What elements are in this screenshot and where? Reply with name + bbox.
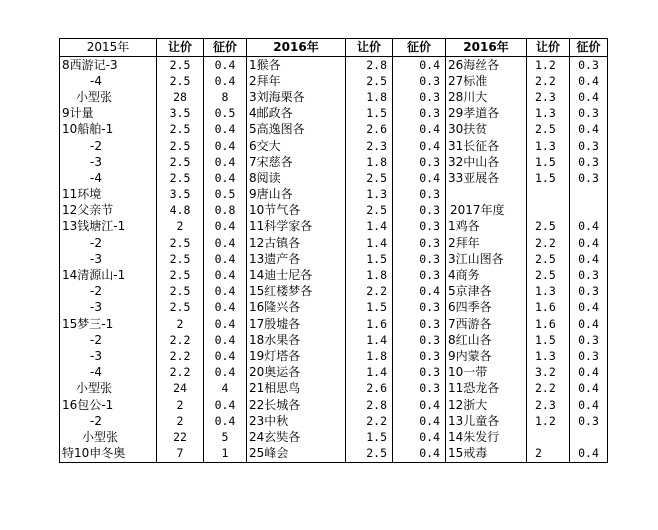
levy-price-2016a: 0.3 xyxy=(393,73,446,89)
levy-price-2016b: 0.4 xyxy=(570,219,608,235)
levy-price-2016b xyxy=(570,203,608,219)
stamp-name-2016a: 6交大 xyxy=(247,138,346,154)
stamp-name-2016a: 19灯塔各 xyxy=(247,348,346,364)
face-price-2016b: 1.2 xyxy=(527,413,570,429)
face-price-2015: 28 xyxy=(157,89,204,105)
face-price-2015: 2.5 xyxy=(157,122,204,138)
stamp-name-2016a: 15红楼梦各 xyxy=(247,284,346,300)
levy-price-2016a: 0.4 xyxy=(393,57,446,74)
face-price-2016b: 1.5 xyxy=(527,170,570,186)
levy-price-2016b: 0.4 xyxy=(570,300,608,316)
stamp-name-2015: -2 xyxy=(60,138,157,154)
stamp-name-2015: -4 xyxy=(60,170,157,186)
stamp-name-2015: -2 xyxy=(60,235,157,251)
levy-price-2015: 0.4 xyxy=(204,300,247,316)
table-row xyxy=(60,397,608,413)
table-row xyxy=(60,429,608,445)
stamp-name-2016b: 4商务 xyxy=(446,267,527,283)
face-price-2016a: 1.8 xyxy=(346,154,393,170)
face-price-2016b: 2 xyxy=(527,446,570,463)
levy-price-2016a: 0.3 xyxy=(393,187,446,203)
face-price-2015: 2 xyxy=(157,413,204,429)
stamp-name-2015: 8西游记-3 xyxy=(60,57,157,74)
header-price-face-2: 让价 xyxy=(346,39,393,57)
stamp-name-2015: 13钱塘江-1 xyxy=(60,219,157,235)
stamp-name-2015: 16包公-1 xyxy=(60,397,157,413)
levy-price-2016a: 0.3 xyxy=(393,348,446,364)
face-price-2016b: 2.3 xyxy=(527,397,570,413)
stamp-name-2016a: 2拜年 xyxy=(247,73,346,89)
stamp-name-2016b: 26海丝各 xyxy=(446,57,527,74)
levy-price-2016a: 0.3 xyxy=(393,251,446,267)
stamp-name-2016b: 5京津各 xyxy=(446,284,527,300)
levy-price-2016b: 0.4 xyxy=(570,365,608,381)
stamp-name-2015: 15梦三-1 xyxy=(60,316,157,332)
face-price-2016a: 1.6 xyxy=(346,316,393,332)
levy-price-2016a: 0.4 xyxy=(393,413,446,429)
levy-price-2016a: 0.4 xyxy=(393,284,446,300)
stamp-name-2016b: 14朱发行 xyxy=(446,429,527,445)
face-price-2016a: 2.5 xyxy=(346,170,393,186)
table-row xyxy=(60,106,608,122)
stamp-name-2016b: 8红山各 xyxy=(446,332,527,348)
face-price-2016a: 2.8 xyxy=(346,397,393,413)
levy-price-2015: 0.4 xyxy=(204,122,247,138)
stamp-name-2015: 小型张 xyxy=(60,381,157,397)
table-row xyxy=(60,89,608,105)
stamp-name-2016a: 11科学家各 xyxy=(247,219,346,235)
table-row xyxy=(60,170,608,186)
stamp-name-2016b: 13儿童各 xyxy=(446,413,527,429)
face-price-2015: 2.5 xyxy=(157,73,204,89)
levy-price-2016a: 0.3 xyxy=(393,267,446,283)
header-year-2016-b: 2016年 xyxy=(446,39,527,57)
levy-price-2015: 8 xyxy=(204,89,247,105)
levy-price-2016b: 0.4 xyxy=(570,251,608,267)
levy-price-2016b: 0.3 xyxy=(570,154,608,170)
stamp-name-2016b: 31长征各 xyxy=(446,138,527,154)
levy-price-2016b: 0.4 xyxy=(570,316,608,332)
levy-price-2015: 0.4 xyxy=(204,267,247,283)
face-price-2016a: 2.5 xyxy=(346,446,393,463)
levy-price-2015: 0.4 xyxy=(204,316,247,332)
levy-price-2016a: 0.4 xyxy=(393,122,446,138)
levy-price-2015: 4 xyxy=(204,381,247,397)
table-row xyxy=(60,413,608,429)
face-price-2016b: 2.2 xyxy=(527,73,570,89)
stamp-name-2015: 14清源山-1 xyxy=(60,267,157,283)
levy-price-2016b: 0.3 xyxy=(570,413,608,429)
stamp-name-2015: -3 xyxy=(60,251,157,267)
levy-price-2016a: 0.3 xyxy=(393,381,446,397)
header-price-levy-2: 征价 xyxy=(393,39,446,57)
table-row xyxy=(60,332,608,348)
table-row xyxy=(60,138,608,154)
face-price-2015: 2.2 xyxy=(157,365,204,381)
stamp-name-2016b: 3江山图各 xyxy=(446,251,527,267)
stamp-name-2016a: 17殷墟各 xyxy=(247,316,346,332)
stamp-name-2015: -4 xyxy=(60,365,157,381)
levy-price-2016b: 0.3 xyxy=(570,348,608,364)
stamp-price-table xyxy=(59,38,608,463)
table-row xyxy=(60,365,608,381)
stamp-name-2015: 小型张 xyxy=(60,89,157,105)
stamp-name-2016a: 5高逸图各 xyxy=(247,122,346,138)
levy-price-2015: 0.4 xyxy=(204,219,247,235)
stamp-name-2016a: 16隆兴各 xyxy=(247,300,346,316)
face-price-2015: 22 xyxy=(157,429,204,445)
stamp-name-2016b: 33亚展各 xyxy=(446,170,527,186)
stamp-name-2016a: 22长城各 xyxy=(247,397,346,413)
levy-price-2016b: 0.3 xyxy=(570,106,608,122)
stamp-name-2015: 10船舶-1 xyxy=(60,122,157,138)
face-price-2016a: 2.5 xyxy=(346,203,393,219)
levy-price-2015: 0.5 xyxy=(204,187,247,203)
face-price-2016a: 1.5 xyxy=(346,251,393,267)
face-price-2016b xyxy=(527,429,570,445)
table-row xyxy=(60,122,608,138)
levy-price-2015: 0.4 xyxy=(204,235,247,251)
face-price-2016b xyxy=(527,187,570,203)
stamp-name-2016b xyxy=(446,187,527,203)
face-price-2015: 24 xyxy=(157,381,204,397)
table-row xyxy=(60,219,608,235)
face-price-2016b: 1.3 xyxy=(527,284,570,300)
stamp-name-2016b: 2拜年 xyxy=(446,235,527,251)
table-row xyxy=(60,57,608,74)
stamp-name-2016b: 6四季各 xyxy=(446,300,527,316)
stamp-name-2016b: 30扶贫 xyxy=(446,122,527,138)
face-price-2016a: 2.5 xyxy=(346,73,393,89)
face-price-2016b: 1.2 xyxy=(527,57,570,74)
levy-price-2016a: 0.3 xyxy=(393,219,446,235)
face-price-2015: 2.5 xyxy=(157,267,204,283)
stamp-name-2016b: 1鸡各 xyxy=(446,219,527,235)
stamp-name-2016b: 27标准 xyxy=(446,73,527,89)
levy-price-2015: 0.5 xyxy=(204,106,247,122)
face-price-2015: 2 xyxy=(157,397,204,413)
stamp-name-2016b: 32中山各 xyxy=(446,154,527,170)
face-price-2015: 2.5 xyxy=(157,284,204,300)
stamp-name-2016a: 4邮政各 xyxy=(247,106,346,122)
levy-price-2016a: 0.3 xyxy=(393,203,446,219)
levy-price-2016a: 0.3 xyxy=(393,154,446,170)
stamp-name-2016b: 11恐龙各 xyxy=(446,381,527,397)
face-price-2016b: 1.5 xyxy=(527,332,570,348)
levy-price-2016b: 0.3 xyxy=(570,267,608,283)
stamp-name-2016a: 8阅读 xyxy=(247,170,346,186)
table-row xyxy=(60,316,608,332)
levy-price-2016a: 0.3 xyxy=(393,106,446,122)
stamp-name-2016b: 9内蒙各 xyxy=(446,348,527,364)
table-row xyxy=(60,73,608,89)
levy-price-2015: 0.4 xyxy=(204,154,247,170)
levy-price-2016b: 0.4 xyxy=(570,397,608,413)
levy-price-2016b: 0.4 xyxy=(570,235,608,251)
stamp-name-2015: 11环境 xyxy=(60,187,157,203)
levy-price-2015: 0.4 xyxy=(204,251,247,267)
face-price-2016b: 2.2 xyxy=(527,381,570,397)
levy-price-2016a: 0.4 xyxy=(393,138,446,154)
levy-price-2016a: 0.3 xyxy=(393,235,446,251)
levy-price-2016b xyxy=(570,187,608,203)
face-price-2016a: 1.4 xyxy=(346,332,393,348)
face-price-2016a: 1.4 xyxy=(346,219,393,235)
table-row xyxy=(60,284,608,300)
face-price-2016a: 1.4 xyxy=(346,365,393,381)
levy-price-2015: 0.4 xyxy=(204,73,247,89)
face-price-2016a: 2.6 xyxy=(346,122,393,138)
header-year-2016-a: 2016年 xyxy=(247,39,346,57)
face-price-2016b: 1.3 xyxy=(527,138,570,154)
header-price-face-3: 让价 xyxy=(527,39,570,57)
levy-price-2016b: 0.4 xyxy=(570,89,608,105)
header-price-levy: 征价 xyxy=(204,39,247,57)
table-row xyxy=(60,267,608,283)
stamp-name-2016b: 29孝道各 xyxy=(446,106,527,122)
table-row xyxy=(60,446,608,463)
face-price-2016b: 1.6 xyxy=(527,300,570,316)
levy-price-2016b: 0.4 xyxy=(570,446,608,463)
stamp-name-2016a: 12古镇各 xyxy=(247,235,346,251)
stamp-name-2016a: 9唐山各 xyxy=(247,187,346,203)
levy-price-2016a: 0.3 xyxy=(393,316,446,332)
levy-price-2015: 0.8 xyxy=(204,203,247,219)
stamp-name-2016a: 7宋慈各 xyxy=(247,154,346,170)
levy-price-2015: 0.4 xyxy=(204,365,247,381)
face-price-2015: 2.5 xyxy=(157,251,204,267)
levy-price-2015: 0.4 xyxy=(204,413,247,429)
face-price-2016a: 1.5 xyxy=(346,300,393,316)
levy-price-2016a: 0.3 xyxy=(393,300,446,316)
face-price-2016a: 1.5 xyxy=(346,429,393,445)
face-price-2015: 2.5 xyxy=(157,170,204,186)
stamp-name-2015: -3 xyxy=(60,300,157,316)
face-price-2016b: 1.6 xyxy=(527,316,570,332)
table-body xyxy=(60,57,608,463)
stamp-name-2016b: 12浙大 xyxy=(446,397,527,413)
face-price-2015: 2.5 xyxy=(157,138,204,154)
header-year-2015: 2015年 xyxy=(60,39,157,57)
table-row xyxy=(60,251,608,267)
stamp-name-2015: 12父亲节 xyxy=(60,203,157,219)
table-row xyxy=(60,300,608,316)
levy-price-2016a: 0.3 xyxy=(393,332,446,348)
levy-price-2015: 0.4 xyxy=(204,284,247,300)
table-row xyxy=(60,381,608,397)
levy-price-2015: 0.4 xyxy=(204,332,247,348)
face-price-2016a: 1.5 xyxy=(346,106,393,122)
stamp-name-2015: 小型张 xyxy=(60,429,157,445)
face-price-2015: 2.5 xyxy=(157,57,204,74)
levy-price-2015: 0.4 xyxy=(204,397,247,413)
levy-price-2015: 0.4 xyxy=(204,57,247,74)
levy-price-2015: 5 xyxy=(204,429,247,445)
table-row xyxy=(60,203,608,219)
face-price-2015: 2.5 xyxy=(157,154,204,170)
stamp-name-2016a: 24玄奘各 xyxy=(247,429,346,445)
stamp-name-2016a: 1猴各 xyxy=(247,57,346,74)
stamp-name-2016b: 7西游各 xyxy=(446,316,527,332)
levy-price-2016b: 0.3 xyxy=(570,170,608,186)
face-price-2016b: 1.5 xyxy=(527,154,570,170)
header-price-face: 让价 xyxy=(157,39,204,57)
face-price-2016b: 2.5 xyxy=(527,219,570,235)
stamp-name-2015: -2 xyxy=(60,332,157,348)
stamp-name-2016a: 13遗产各 xyxy=(247,251,346,267)
table-row xyxy=(60,235,608,251)
face-price-2016b: 2.5 xyxy=(527,122,570,138)
levy-price-2015: 0.4 xyxy=(204,348,247,364)
face-price-2016a: 2.8 xyxy=(346,57,393,74)
face-price-2015: 3.5 xyxy=(157,106,204,122)
face-price-2016a: 1.8 xyxy=(346,89,393,105)
levy-price-2015: 1 xyxy=(204,446,247,463)
face-price-2016a: 1.4 xyxy=(346,235,393,251)
face-price-2016b: 1.3 xyxy=(527,348,570,364)
header-row xyxy=(60,39,608,57)
face-price-2016b: 2.5 xyxy=(527,251,570,267)
stamp-name-2015: -2 xyxy=(60,284,157,300)
stamp-name-2016a: 3刘海栗各 xyxy=(247,89,346,105)
levy-price-2016b: 0.4 xyxy=(570,122,608,138)
stamp-name-2015: -3 xyxy=(60,154,157,170)
face-price-2015: 7 xyxy=(157,446,204,463)
stamp-name-2016b: 10一带 xyxy=(446,365,527,381)
face-price-2016b: 2.2 xyxy=(527,235,570,251)
levy-price-2016b: 0.3 xyxy=(570,57,608,74)
face-price-2016b xyxy=(527,203,570,219)
levy-price-2016a: 0.4 xyxy=(393,446,446,463)
face-price-2015: 2 xyxy=(157,316,204,332)
face-price-2016a: 2.2 xyxy=(346,413,393,429)
stamp-name-2015: -4 xyxy=(60,73,157,89)
face-price-2015: 2.5 xyxy=(157,300,204,316)
face-price-2015: 2.2 xyxy=(157,348,204,364)
stamp-name-2016b: 15戒毒 xyxy=(446,446,527,463)
face-price-2015: 4.8 xyxy=(157,203,204,219)
face-price-2016a: 1.8 xyxy=(346,267,393,283)
levy-price-2016a: 0.4 xyxy=(393,170,446,186)
stamp-name-2016a: 23中秋 xyxy=(247,413,346,429)
stamp-name-2015: -3 xyxy=(60,348,157,364)
stamp-name-2015: 特10申冬奥 xyxy=(60,446,157,463)
stamp-name-2016a: 18水果各 xyxy=(247,332,346,348)
stamp-name-2016a: 25峰会 xyxy=(247,446,346,463)
face-price-2016a: 2.6 xyxy=(346,381,393,397)
face-price-2016b: 2.3 xyxy=(527,89,570,105)
face-price-2016a: 2.2 xyxy=(346,284,393,300)
face-price-2015: 2 xyxy=(157,219,204,235)
face-price-2016a: 1.8 xyxy=(346,348,393,364)
levy-price-2016a: 0.4 xyxy=(393,397,446,413)
stamp-name-2016a: 14迪士尼各 xyxy=(247,267,346,283)
table-row xyxy=(60,154,608,170)
levy-price-2016b: 0.4 xyxy=(570,73,608,89)
levy-price-2015: 0.4 xyxy=(204,170,247,186)
levy-price-2016a: 0.3 xyxy=(393,89,446,105)
stamp-name-2016a: 21相思鸟 xyxy=(247,381,346,397)
face-price-2016b: 1.3 xyxy=(527,106,570,122)
stamp-name-2015: -2 xyxy=(60,413,157,429)
levy-price-2016b: 0.3 xyxy=(570,284,608,300)
levy-price-2016a: 0.4 xyxy=(393,429,446,445)
header-price-levy-3: 征价 xyxy=(570,39,608,57)
face-price-2015: 3.5 xyxy=(157,187,204,203)
stamp-name-2016a: 10节气各 xyxy=(247,203,346,219)
stamp-name-2016a: 20奥运各 xyxy=(247,365,346,381)
stamp-name-2015: 9计量 xyxy=(60,106,157,122)
face-price-2016b: 2.5 xyxy=(527,267,570,283)
face-price-2015: 2.2 xyxy=(157,332,204,348)
levy-price-2016a: 0.3 xyxy=(393,365,446,381)
face-price-2015: 2.5 xyxy=(157,235,204,251)
stamp-name-2016b: 28川大 xyxy=(446,89,527,105)
table-row xyxy=(60,348,608,364)
face-price-2016b: 3.2 xyxy=(527,365,570,381)
face-price-2016a: 2.3 xyxy=(346,138,393,154)
levy-price-2016b: 0.4 xyxy=(570,381,608,397)
stamp-name-2016b: 2017年度 xyxy=(446,203,527,219)
table-row xyxy=(60,187,608,203)
levy-price-2016b xyxy=(570,429,608,445)
face-price-2016a: 1.3 xyxy=(346,187,393,203)
levy-price-2016b: 0.3 xyxy=(570,332,608,348)
levy-price-2016b: 0.3 xyxy=(570,138,608,154)
levy-price-2015: 0.4 xyxy=(204,138,247,154)
